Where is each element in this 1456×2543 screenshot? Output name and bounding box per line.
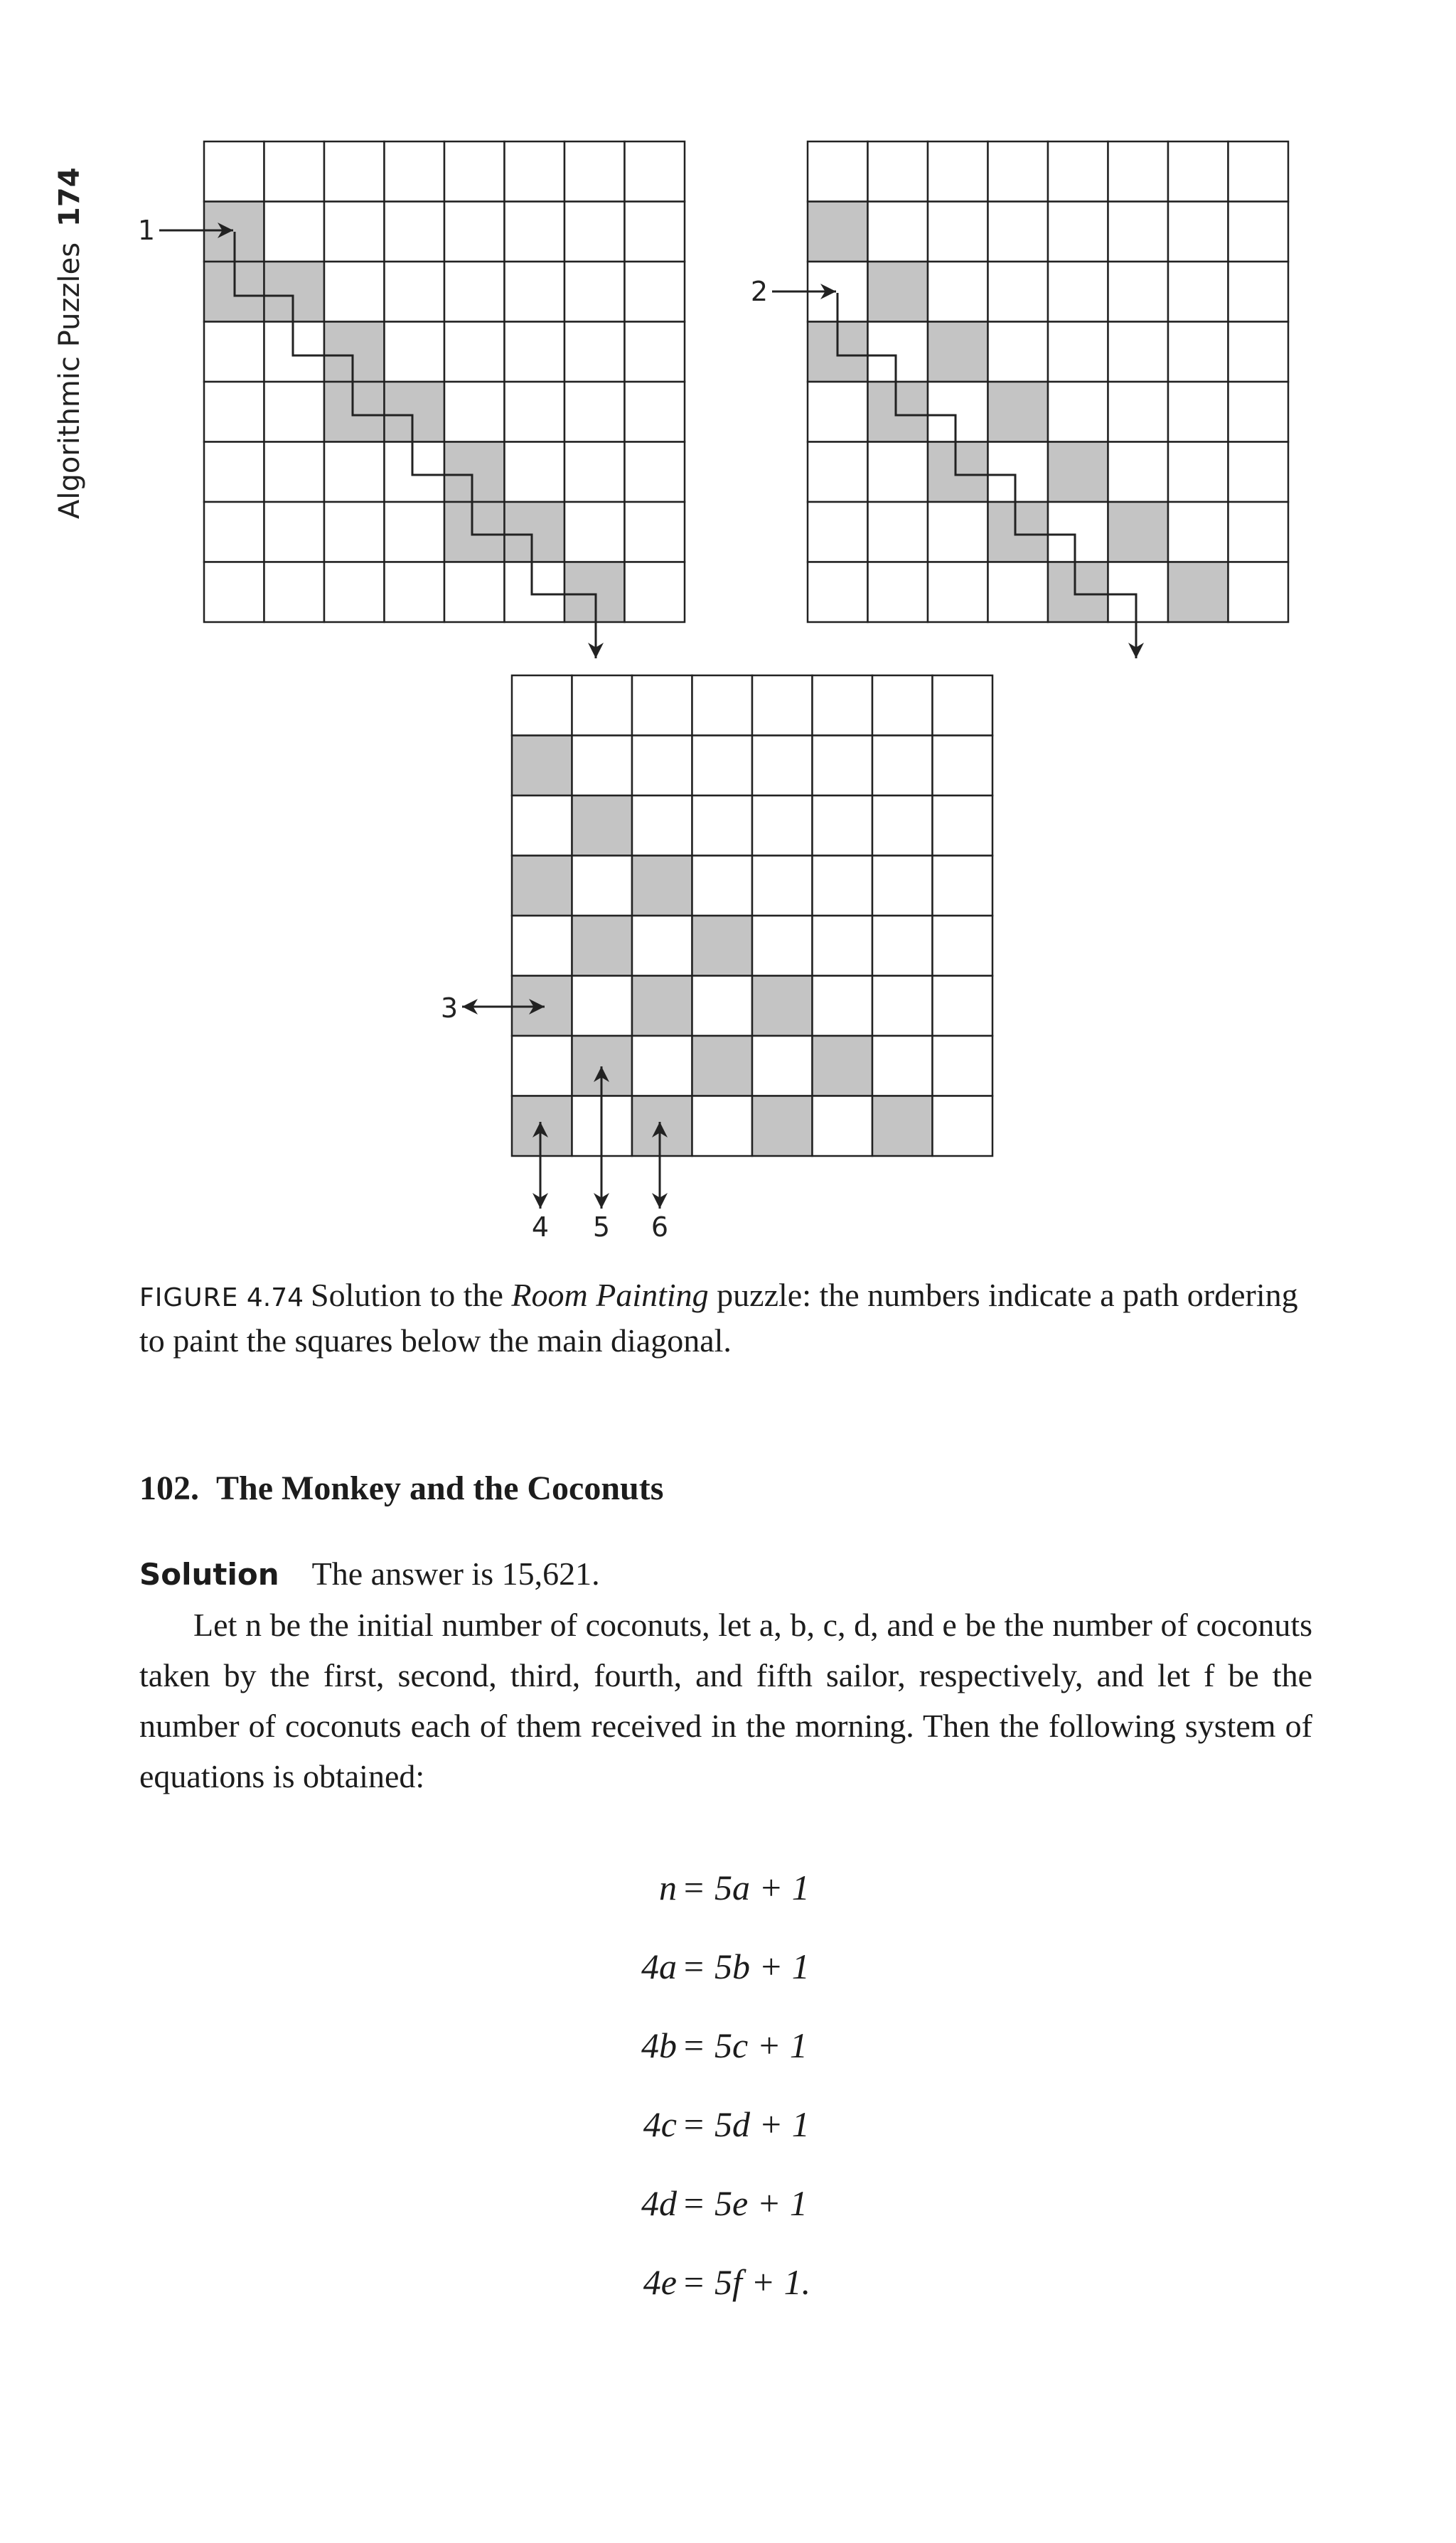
equals-sign: = — [683, 2025, 705, 2065]
grid-cell — [988, 442, 1049, 503]
equation-lhs: 4a — [641, 1947, 677, 1986]
grid-cell — [264, 202, 325, 262]
grid-cell — [625, 502, 685, 562]
shaded-cell — [324, 382, 385, 442]
grid-cell — [1228, 202, 1289, 262]
grid-cell — [1108, 442, 1169, 503]
equation-row — [0, 2178, 1456, 2228]
grid-cell — [933, 916, 993, 976]
equals-sign: = — [683, 1868, 705, 1907]
equals-sign: = — [683, 2183, 705, 2223]
equation-lhs: 4d — [641, 2183, 677, 2223]
grid-cell — [872, 856, 933, 916]
grid-cell — [813, 856, 873, 916]
grid-cell — [204, 141, 264, 202]
equation-row — [0, 1863, 1456, 1912]
grid-cell — [324, 562, 385, 623]
solution-line — [139, 1548, 1312, 1600]
grid-cell — [625, 382, 685, 442]
shaded-cell — [572, 916, 633, 976]
grid-cell — [752, 1036, 813, 1096]
grid-cell — [632, 916, 692, 976]
shaded-cell — [632, 1096, 692, 1157]
grid-cell — [988, 141, 1049, 202]
grid-cell — [505, 382, 565, 442]
grid-cell — [868, 202, 928, 262]
equation-row — [0, 1942, 1456, 1991]
grid-top-right — [808, 141, 1288, 622]
shaded-cell — [868, 382, 928, 442]
grid-cell — [808, 502, 868, 562]
path-label-4: 4 — [531, 1211, 550, 1243]
grid-cell — [928, 502, 988, 562]
grid-cell — [868, 502, 928, 562]
grid-cell — [988, 202, 1049, 262]
figure-number: 4.74 — [246, 1283, 304, 1312]
shaded-cell — [813, 1036, 873, 1096]
grid-cell — [752, 916, 813, 976]
shaded-cell — [572, 796, 633, 856]
grid-cell — [444, 322, 505, 382]
caption-text-start: Solution to the — [311, 1277, 512, 1313]
grid-cell — [564, 262, 625, 322]
equation-lhs: 4e — [643, 2262, 677, 2302]
path-label-3: 3 — [440, 992, 458, 1024]
equals-sign: = — [683, 2104, 705, 2144]
equation-rhs: 5a + 1 — [714, 1868, 810, 1907]
grid-cell — [505, 262, 565, 322]
grid-cell — [444, 202, 505, 262]
grid-cell — [1228, 382, 1289, 442]
equation-lhs: n — [659, 1868, 677, 1907]
grid-cell — [204, 322, 264, 382]
grid-cell — [512, 916, 572, 976]
grid-cell — [1228, 502, 1289, 562]
solution-label: Solution — [139, 1557, 279, 1592]
grid-cell — [1168, 502, 1228, 562]
shaded-cell — [444, 502, 505, 562]
grid-cell — [1228, 262, 1289, 322]
grid-cell — [204, 382, 264, 442]
grid-cell — [572, 976, 633, 1037]
grid-cell — [692, 1096, 753, 1157]
grid-cell — [813, 916, 873, 976]
grid-cell — [625, 141, 685, 202]
grid-cell — [692, 976, 753, 1037]
grid-cell — [204, 562, 264, 623]
grid-cell — [692, 736, 753, 796]
section-heading — [139, 1469, 663, 1508]
grid-cell — [872, 1036, 933, 1096]
grid-cell — [928, 202, 988, 262]
grid-cell — [1168, 442, 1228, 503]
shaded-cell — [264, 262, 325, 322]
shaded-cell — [808, 202, 868, 262]
grid-cell — [1168, 262, 1228, 322]
grid-cell — [572, 675, 633, 736]
grid-cell — [808, 562, 868, 623]
shaded-cell — [632, 856, 692, 916]
grid-cell — [1048, 322, 1108, 382]
path-label-6: 6 — [651, 1211, 669, 1243]
section-title: The Monkey and the Coconuts — [216, 1469, 664, 1507]
grid-cell — [385, 262, 445, 322]
grid-cell — [632, 675, 692, 736]
solution-answer: The answer is 15,621. — [311, 1556, 600, 1592]
shaded-cell — [872, 1096, 933, 1157]
grid-cell — [933, 976, 993, 1037]
grid-cell — [692, 675, 753, 736]
caption-text-end: puzzle: the numbers indicate a path ordering to paint the squares below the main diagonal. — [139, 1277, 1298, 1359]
grid-cell — [813, 675, 873, 736]
grid-cell — [928, 141, 988, 202]
grid-cell — [933, 1036, 993, 1096]
shaded-cell — [444, 442, 505, 503]
equation-lhs: 4c — [643, 2104, 677, 2144]
grid-cell — [625, 322, 685, 382]
equation-lhs: 4b — [641, 2025, 677, 2065]
grid-cell — [564, 382, 625, 442]
grid-cell — [868, 141, 928, 202]
section-number: 102. — [139, 1469, 199, 1507]
shaded-cell — [868, 262, 928, 322]
grid-cell — [868, 562, 928, 623]
grid-cell — [1228, 141, 1289, 202]
grid-cell — [324, 262, 385, 322]
equation-rhs: 5d + 1 — [714, 2104, 810, 2144]
equation-row — [0, 2257, 1456, 2307]
shaded-cell — [512, 736, 572, 796]
grid-cell — [385, 562, 445, 623]
grid-cell — [564, 502, 625, 562]
shaded-cell — [928, 322, 988, 382]
grid-cell — [1168, 382, 1228, 442]
grid-cell — [632, 736, 692, 796]
grid-cell — [204, 502, 264, 562]
shaded-cell — [692, 1036, 753, 1096]
grid-cell — [1048, 202, 1108, 262]
grid-cell — [264, 502, 325, 562]
running-title: Algorithmic Puzzles — [53, 242, 86, 519]
grid-cell — [505, 322, 565, 382]
equation-rhs: 5b + 1 — [714, 1947, 810, 1986]
grid-cell — [505, 562, 565, 623]
shaded-cell — [324, 322, 385, 382]
grid-cell — [625, 442, 685, 503]
grid-cell — [872, 976, 933, 1037]
grid-cell — [1168, 202, 1228, 262]
grid-cell — [752, 736, 813, 796]
grid-cell — [385, 322, 445, 382]
grid-cell — [808, 382, 868, 442]
equation-rhs: 5f + 1. — [714, 2262, 811, 2302]
shaded-cell — [1108, 502, 1169, 562]
grid-cell — [872, 916, 933, 976]
grid-cell — [872, 796, 933, 856]
grid-cell — [1108, 262, 1169, 322]
grid-cell — [1228, 322, 1289, 382]
shaded-cell — [988, 382, 1049, 442]
grid-cell — [813, 736, 873, 796]
grid-cell — [933, 736, 993, 796]
grid-cell — [1108, 562, 1169, 623]
solution-body — [139, 1548, 1312, 1801]
shaded-cell — [988, 502, 1049, 562]
grid-cell — [572, 856, 633, 916]
shaded-cell — [752, 976, 813, 1037]
equals-sign: = — [683, 1947, 705, 1986]
path-label-1: 1 — [137, 215, 155, 246]
grid-cell — [564, 322, 625, 382]
shaded-cell — [632, 976, 692, 1037]
grid-cell — [868, 322, 928, 382]
grid-cell — [1048, 502, 1108, 562]
grid-cell — [264, 322, 325, 382]
equation-row — [0, 2020, 1456, 2070]
grid-cell — [444, 562, 505, 623]
grid-cell — [988, 562, 1049, 623]
grid-cell — [808, 141, 868, 202]
grid-cell — [444, 382, 505, 442]
shaded-cell — [1048, 562, 1108, 623]
grid-cell — [1228, 562, 1289, 623]
grid-cell — [512, 675, 572, 736]
grid-cell — [385, 141, 445, 202]
grid-cell — [1048, 141, 1108, 202]
grid-cell — [808, 442, 868, 503]
grid-cell — [625, 202, 685, 262]
grid-cell — [692, 796, 753, 856]
shaded-cell — [385, 382, 445, 442]
grid-cell — [1168, 141, 1228, 202]
shaded-cell — [1048, 442, 1108, 503]
shaded-cell — [564, 562, 625, 623]
grid-cell — [385, 202, 445, 262]
grid-cell — [933, 1096, 993, 1157]
grid-top-left — [204, 141, 685, 622]
page-number: 174 — [53, 167, 86, 227]
grid-cell — [324, 141, 385, 202]
grid-cell — [264, 442, 325, 503]
grid-bottom — [512, 675, 992, 1156]
equation-row — [0, 2099, 1456, 2149]
grid-cell — [572, 736, 633, 796]
grid-cell — [928, 562, 988, 623]
grid-cell — [444, 262, 505, 322]
grid-cell — [813, 796, 873, 856]
grid-cell — [872, 675, 933, 736]
grid-cell — [928, 262, 988, 322]
figure-room-painting — [0, 0, 1456, 1265]
figure-caption — [139, 1274, 1320, 1362]
grid-cell — [512, 1036, 572, 1096]
grid-cell — [752, 796, 813, 856]
grid-cell — [752, 675, 813, 736]
path-label-5: 5 — [592, 1211, 611, 1243]
shaded-cell — [512, 856, 572, 916]
grid-cell — [988, 322, 1049, 382]
grid-cell — [933, 675, 993, 736]
grid-cell — [385, 502, 445, 562]
grid-cell — [933, 796, 993, 856]
equation-rhs: 5e + 1 — [714, 2183, 808, 2223]
grid-cell — [505, 442, 565, 503]
grid-cell — [928, 382, 988, 442]
grid-cell — [813, 1096, 873, 1157]
grid-cell — [752, 856, 813, 916]
grid-cell — [564, 442, 625, 503]
shaded-cell — [692, 916, 753, 976]
grid-cell — [324, 442, 385, 503]
grid-cell — [1168, 322, 1228, 382]
grid-cell — [933, 856, 993, 916]
grid-cell — [564, 202, 625, 262]
shaded-cell — [752, 1096, 813, 1157]
grid-cell — [1228, 442, 1289, 503]
grid-cell — [512, 796, 572, 856]
grid-cell — [988, 262, 1049, 322]
shaded-cell — [928, 442, 988, 503]
equation-rhs: 5c + 1 — [714, 2025, 808, 2065]
grid-cell — [264, 562, 325, 623]
shaded-cell — [1168, 562, 1228, 623]
grid-cell — [324, 502, 385, 562]
grid-cell — [1048, 382, 1108, 442]
grid-cell — [1108, 382, 1169, 442]
shaded-cell — [505, 502, 565, 562]
grid-cell — [505, 202, 565, 262]
grid-cell — [1108, 202, 1169, 262]
grid-cell — [505, 141, 565, 202]
grid-cell — [264, 141, 325, 202]
grid-cell — [1108, 141, 1169, 202]
caption-puzzle-name: Room Painting — [511, 1277, 709, 1313]
grid-cell — [324, 202, 385, 262]
grid-cell — [385, 442, 445, 503]
grid-cell — [692, 856, 753, 916]
grid-cell — [1048, 262, 1108, 322]
figure-label: FIGURE — [139, 1283, 239, 1312]
equals-sign: = — [683, 2262, 705, 2302]
shaded-cell — [512, 1096, 572, 1157]
grid-cell — [204, 442, 264, 503]
grid-cell — [632, 1036, 692, 1096]
grid-cell — [872, 736, 933, 796]
grid-cell — [625, 262, 685, 322]
grid-cell — [625, 562, 685, 623]
grid-cell — [632, 796, 692, 856]
grid-cell — [444, 141, 505, 202]
path-label-2: 2 — [750, 276, 768, 307]
grid-cell — [564, 141, 625, 202]
grid-cell — [1108, 322, 1169, 382]
grid-cell — [813, 976, 873, 1037]
solution-paragraph: Let n be the initial number of coconuts, let a, b, c, d, and e be the number of coconuts taken by the first, second, third, fourth, and fifth sailor, respectively, and let f be the number of coconuts each of them received in the morning. Then the following system of equations is obtained: — [139, 1607, 1312, 1794]
grid-cell — [868, 442, 928, 503]
grid-cell — [264, 382, 325, 442]
